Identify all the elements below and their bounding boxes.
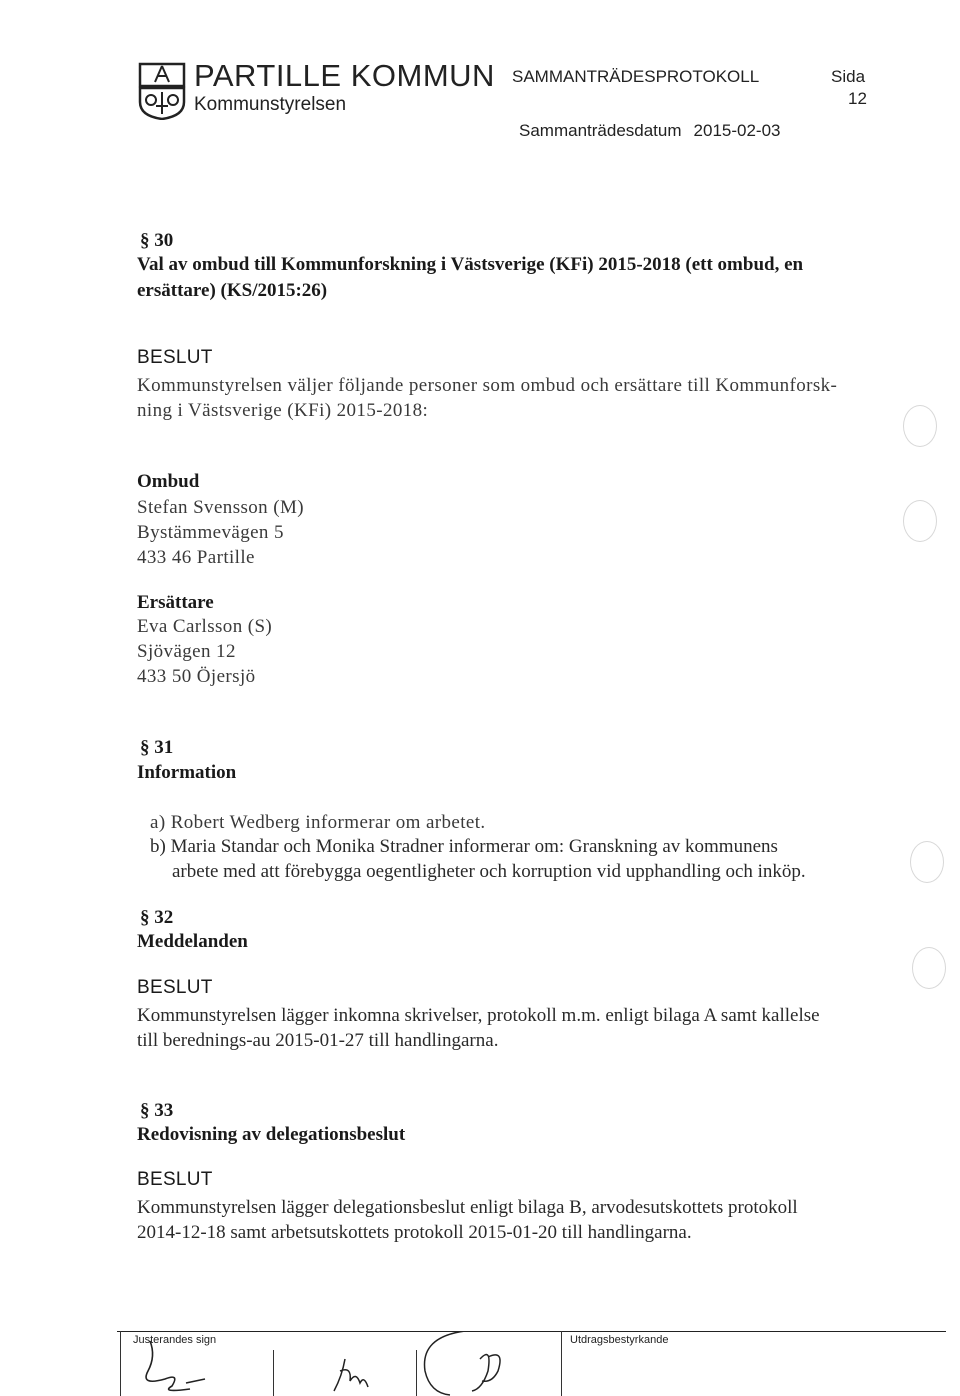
meeting-date-value: 2015-02-03 — [693, 121, 781, 140]
section-33-text-line: 2014-12-18 samt arbetsutskottets protokoll 2015-01-20 till handlingarna. — [137, 1222, 692, 1243]
section-30-title — [137, 252, 803, 304]
ersattare-address — [137, 614, 272, 689]
meeting-date — [519, 121, 781, 141]
ombud-line: Stefan Svensson (M) — [137, 497, 304, 518]
footer-divider — [561, 1331, 562, 1396]
utdragsbestyrkande-label: Utdragsbestyrkande — [570, 1334, 669, 1346]
section-30-title-line: ersättare) (KS/2015:26) — [137, 280, 328, 301]
ombud-line: 433 46 Partille — [137, 547, 255, 568]
ersattare-line: Sjövägen 12 — [137, 641, 236, 662]
ombud-address — [137, 495, 304, 570]
section-30-text-line: Kommunstyrelsen väljer följande personer som ombud och ersättare till Kommunforsk- — [137, 375, 838, 396]
section-31-item-b-line: b) Maria Standar och Monika Stradner informerar om: Granskning av kommunens — [150, 836, 778, 857]
punch-hole — [910, 841, 944, 883]
section-32-beslut: BESLUT — [137, 977, 213, 998]
ombud-line: Bystämmevägen 5 — [137, 522, 284, 543]
section-33-number: § 33 — [140, 1100, 174, 1121]
section-30-text — [137, 373, 837, 423]
punch-hole — [912, 947, 946, 989]
section-32-text-line: Kommunstyrelsen lägger inkomna skrivelser, protokoll m.m. enligt bilaga A samt kallelse — [137, 1005, 820, 1026]
org-subtitle: Kommunstyrelsen — [194, 94, 347, 115]
section-32-text — [137, 1003, 820, 1053]
coat-of-arms-icon — [138, 62, 188, 120]
org-name: PARTILLE KOMMUN — [194, 58, 495, 93]
section-30-beslut: BESLUT — [137, 347, 213, 368]
section-33-text — [137, 1195, 798, 1245]
section-31-item-a: a) Robert Wedberg informerar om arbetet. — [150, 812, 486, 833]
document-type: SAMMANTRÄDESPROTOKOLL — [512, 67, 760, 86]
page-number: 12 — [848, 89, 867, 108]
section-30-text-line: ning i Västsverige (KFi) 2015-2018: — [137, 400, 429, 421]
section-32-text-line: till berednings-au 2015-01-27 till handlingarna. — [137, 1030, 499, 1051]
ersattare-line: Eva Carlsson (S) — [137, 616, 273, 637]
section-31-number: § 31 — [140, 737, 174, 758]
section-31-title: Information — [137, 762, 237, 783]
ersattare-line: 433 50 Öjersjö — [137, 666, 256, 687]
section-30-number: § 30 — [140, 230, 174, 251]
ombud-heading: Ombud — [137, 471, 200, 492]
section-31-item-b-line: arbete med att förebygga oegentligheter och korruption vid upphandling och inköp. — [172, 861, 806, 882]
section-31-item-b — [150, 834, 806, 884]
section-33-title: Redovisning av delegationsbeslut — [137, 1124, 406, 1145]
section-33-text-line: Kommunstyrelsen lägger delegationsbeslut enligt bilaga B, arvodesutskottets protokoll — [137, 1197, 798, 1218]
punch-hole — [903, 500, 937, 542]
section-32-title: Meddelanden — [137, 931, 248, 952]
section-32-number: § 32 — [140, 907, 174, 928]
ersattare-heading: Ersättare — [137, 592, 214, 613]
handwritten-initials — [120, 1331, 560, 1396]
page-label: Sida — [831, 67, 866, 86]
meeting-date-label: Sammanträdesdatum — [519, 121, 682, 140]
punch-hole — [903, 405, 937, 447]
section-30-title-line: Val av ombud till Kommunforskning i Västsverige (KFi) 2015-2018 (ett ombud, en — [137, 254, 804, 275]
justerandes-sign-label: Justerandes sign — [133, 1334, 217, 1346]
section-33-beslut: BESLUT — [137, 1169, 213, 1190]
